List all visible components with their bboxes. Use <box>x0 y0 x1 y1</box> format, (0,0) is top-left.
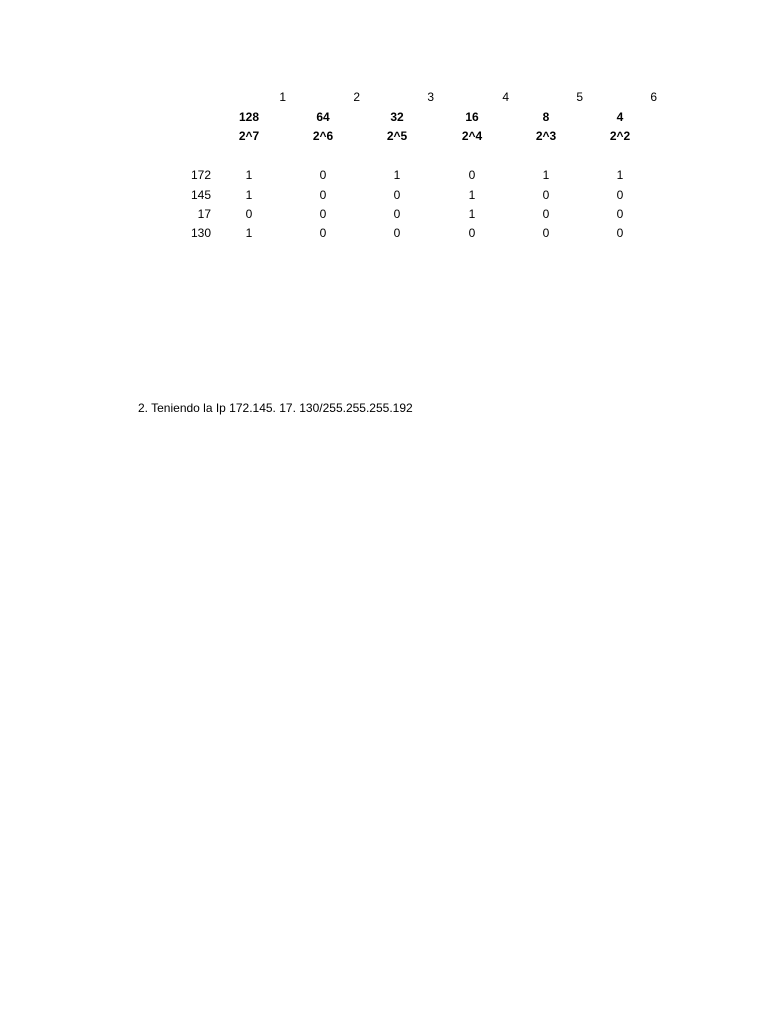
bit-cell: 1 <box>245 188 253 202</box>
bit-cell: 0 <box>393 226 401 240</box>
bit-cell: 1 <box>616 168 624 182</box>
bit-cell: 1 <box>468 207 476 221</box>
bit-cell: 0 <box>468 168 476 182</box>
power-cell-3: 2^5 <box>386 129 408 143</box>
index-cell-3: 3 <box>427 90 434 104</box>
bit-cell: 0 <box>393 207 401 221</box>
index-cell-5: 5 <box>576 90 583 104</box>
bit-cell: 0 <box>542 188 550 202</box>
weight-cell-1: 128 <box>238 110 260 124</box>
bit-cell: 0 <box>319 207 327 221</box>
bit-cell: 0 <box>616 226 624 240</box>
bit-cell: 0 <box>468 226 476 240</box>
row-label-172: 172 <box>190 168 211 182</box>
weight-cell-5: 8 <box>542 110 550 124</box>
bit-cell: 0 <box>245 207 253 221</box>
index-cell-2: 2 <box>353 90 360 104</box>
bit-cell: 1 <box>245 226 253 240</box>
index-cell-6: 6 <box>650 90 657 104</box>
power-cell-2: 2^6 <box>312 129 334 143</box>
row-label-145: 145 <box>190 188 211 202</box>
index-cell-4: 4 <box>502 90 509 104</box>
bit-cell: 0 <box>319 188 327 202</box>
bit-cell: 1 <box>468 188 476 202</box>
weight-cell-3: 32 <box>390 110 404 124</box>
index-cell-1: 1 <box>279 90 286 104</box>
bit-cell: 0 <box>616 188 624 202</box>
bit-cell: 1 <box>393 168 401 182</box>
bit-cell: 1 <box>245 168 253 182</box>
row-label-130: 130 <box>190 226 211 240</box>
power-cell-1: 2^7 <box>238 129 260 143</box>
row-label-17: 17 <box>197 207 211 221</box>
weight-cell-2: 64 <box>316 110 330 124</box>
bit-cell: 1 <box>542 168 550 182</box>
bit-cell: 0 <box>542 207 550 221</box>
power-cell-4: 2^4 <box>461 129 483 143</box>
weight-cell-6: 4 <box>616 110 624 124</box>
power-cell-6: 2^2 <box>609 129 631 143</box>
power-cell-5: 2^3 <box>535 129 557 143</box>
ip-question-text: 2. Teniendo la Ip 172.145. 17. 130/255.255.255.192 <box>138 401 413 415</box>
bit-cell: 0 <box>393 188 401 202</box>
weight-cell-4: 16 <box>465 110 479 124</box>
bit-cell: 0 <box>616 207 624 221</box>
bit-cell: 0 <box>319 226 327 240</box>
bit-cell: 0 <box>542 226 550 240</box>
bit-cell: 0 <box>319 168 327 182</box>
